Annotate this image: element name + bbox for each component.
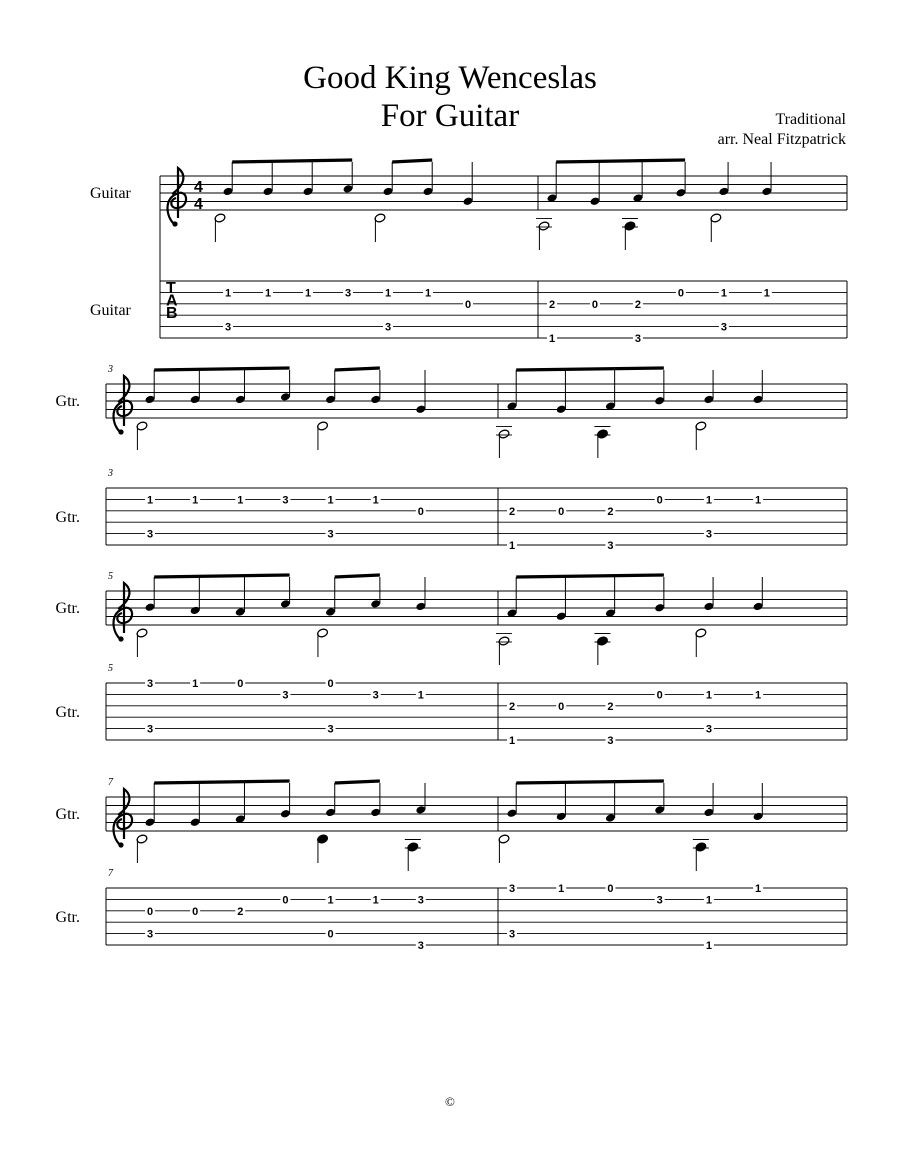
tab-fret: 1	[755, 689, 762, 702]
tab-clef-letter: A	[166, 292, 178, 310]
tab-fret: 1	[192, 678, 199, 690]
tab-fret: 3	[607, 540, 614, 552]
tab-fret: 3	[705, 528, 712, 541]
tab-fret: 1	[508, 540, 516, 552]
tab-fret: 1	[755, 883, 762, 895]
tab-fret: 1	[417, 689, 424, 702]
tab-measure-number: 5	[108, 663, 113, 674]
score-subtitle: For Guitar	[380, 98, 520, 134]
measure-number: 5	[108, 571, 113, 582]
tab-label: Gtr.	[55, 704, 80, 721]
tab-fret: 1	[192, 494, 199, 507]
tab-fret: 1	[755, 494, 762, 507]
note-beam	[154, 368, 289, 370]
score-title: Good King Wenceslas	[303, 60, 597, 96]
tab-measure-number: 7	[108, 868, 113, 879]
tab-fret: 3	[508, 883, 516, 895]
tab-label: Guitar	[90, 302, 131, 319]
note-beam	[516, 368, 664, 370]
tab-fret: 3	[384, 321, 392, 334]
measure-number: 3	[108, 364, 113, 375]
treble-clef-icon	[114, 583, 133, 642]
tab-fret: 1	[372, 494, 379, 507]
tab-clef-letter: T	[166, 280, 176, 297]
copyright-mark: ©	[445, 1094, 455, 1109]
tab-measure-number: 3	[108, 468, 113, 479]
tab-fret: 0	[417, 505, 424, 518]
tab-clef-letter: B	[166, 305, 178, 323]
tab-fret: 1	[705, 689, 712, 702]
tab-fret: 0	[607, 883, 614, 895]
tab-fret: 0	[558, 505, 565, 518]
staff-label: Guitar	[90, 185, 131, 202]
note-beam	[392, 160, 432, 162]
note-beam	[335, 781, 380, 783]
tab-fret: 1	[705, 940, 712, 952]
tab-fret: 2	[237, 905, 244, 918]
note-beam	[232, 160, 352, 162]
tab-fret: 2	[607, 700, 614, 713]
time-signature-bottom: 4	[194, 196, 203, 213]
note-beam	[516, 575, 664, 577]
note-beam	[335, 575, 380, 577]
tab-label: Gtr.	[55, 909, 80, 926]
tab-fret: 2	[508, 505, 516, 518]
tab-fret: 3	[372, 689, 379, 702]
tab-fret: 0	[237, 678, 244, 690]
tab-fret: 3	[146, 528, 154, 541]
tab-fret: 0	[656, 689, 663, 702]
note-beam	[154, 575, 289, 577]
tab-fret: 1	[327, 894, 334, 907]
tab-fret: 1	[424, 287, 432, 300]
tab-fret: 1	[508, 735, 516, 747]
tab-fret: 0	[327, 678, 334, 690]
tab-fret: 3	[656, 894, 663, 907]
tab-fret: 1	[372, 894, 379, 907]
tab-fret: 3	[634, 333, 641, 345]
measure-number: 7	[108, 777, 113, 788]
tab-fret: 0	[282, 894, 289, 907]
tab-fret: 1	[384, 287, 392, 300]
tab-fret: 1	[237, 494, 244, 507]
tab-fret: 3	[327, 723, 334, 736]
tab-fret: 3	[508, 928, 516, 941]
tab-fret: 1	[705, 894, 712, 907]
tab-fret: 0	[327, 928, 334, 941]
note-beam	[556, 160, 685, 162]
treble-clef-icon	[114, 789, 133, 848]
tab-label: Gtr.	[55, 509, 80, 526]
tab-fret: 0	[192, 905, 199, 918]
note-beam	[154, 781, 289, 783]
staff-label: Gtr.	[55, 806, 80, 823]
tab-fret: 0	[656, 494, 663, 507]
treble-clef-icon	[168, 168, 187, 227]
tab-fret: 1	[763, 287, 770, 300]
time-signature-top: 4	[194, 179, 203, 196]
tab-fret: 3	[282, 494, 289, 507]
tab-fret: 1	[548, 333, 556, 345]
tab-fret: 1	[224, 287, 232, 300]
tab-fret: 3	[607, 735, 614, 747]
tab-fret: 3	[146, 678, 154, 690]
tab-fret: 1	[720, 287, 727, 300]
note-beam	[516, 781, 664, 783]
tab-fret: 3	[327, 528, 334, 541]
tab-fret: 3	[720, 321, 727, 334]
staff-label: Gtr.	[55, 600, 80, 617]
composer-credit: Traditional	[775, 111, 846, 128]
tab-fret: 3	[705, 723, 712, 736]
tab-fret: 1	[327, 494, 334, 507]
tab-fret: 1	[146, 494, 154, 507]
tab-fret: 3	[224, 321, 232, 334]
arranger-credit: arr. Neal Fitzpatrick	[717, 131, 846, 148]
tab-fret: 3	[146, 723, 154, 736]
tab-fret: 0	[591, 298, 599, 311]
tab-fret: 3	[344, 287, 352, 300]
tab-fret: 0	[677, 287, 684, 300]
tab-fret: 2	[508, 700, 516, 713]
tab-fret: 1	[705, 494, 712, 507]
tab-fret: 2	[548, 298, 556, 311]
tab-fret: 0	[464, 298, 472, 311]
staff-label: Gtr.	[55, 393, 80, 410]
treble-clef-icon	[114, 376, 133, 435]
tab-fret: 0	[146, 905, 154, 918]
tab-fret: 1	[304, 287, 312, 300]
tab-fret: 0	[558, 700, 565, 713]
tab-fret: 2	[607, 505, 614, 518]
tab-fret: 1	[264, 287, 272, 300]
tab-fret: 3	[417, 940, 424, 952]
tab-fret: 2	[634, 298, 641, 311]
tab-fret: 3	[417, 894, 424, 907]
tab-fret: 1	[558, 883, 565, 895]
tab-fret: 3	[146, 928, 154, 941]
tab-fret: 3	[282, 689, 289, 702]
note-beam	[335, 368, 380, 370]
